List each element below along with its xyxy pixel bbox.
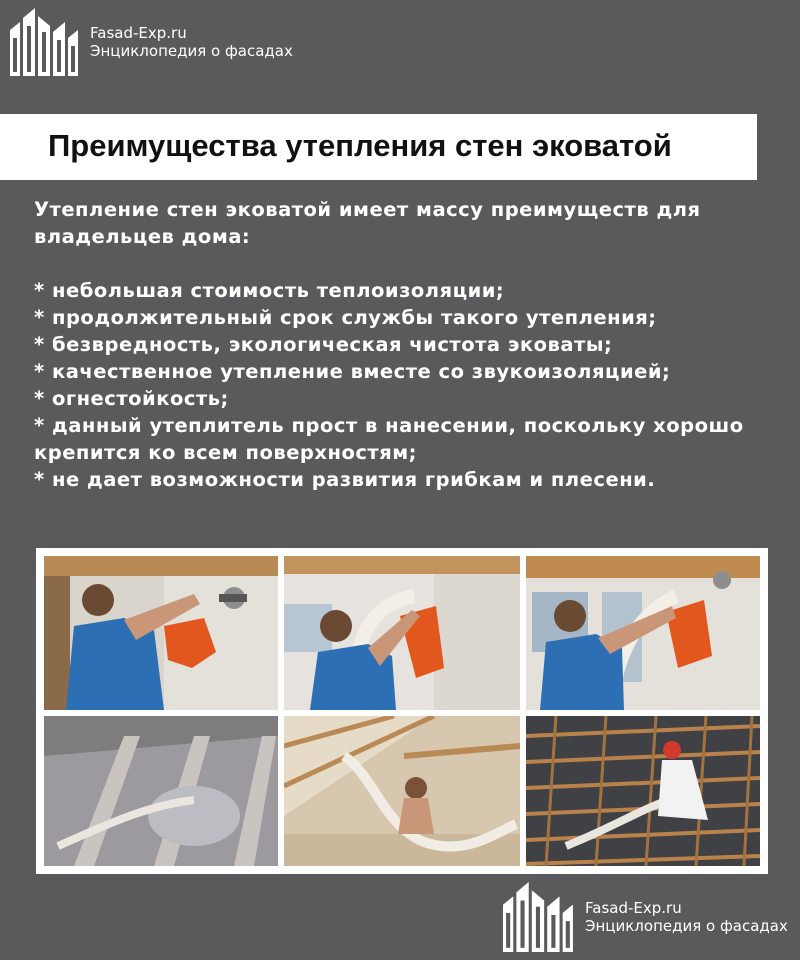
photo-collage [36, 548, 768, 874]
photo-worker-wall-3 [526, 556, 760, 710]
brand-tagline: Энциклопедия о фасадах [585, 917, 788, 935]
article-body [34, 196, 774, 493]
photo-roof-worker [526, 716, 760, 866]
list-item: * не дает возможности развития грибкам и плесени. [34, 466, 774, 493]
photo-worker-wall-2 [284, 556, 520, 710]
brand-tagline: Энциклопедия о фасадах [90, 42, 293, 60]
brand-logo-top[interactable] [10, 8, 293, 76]
benefits-list [34, 277, 774, 493]
brand-site-name: Fasad-Exp.ru [90, 24, 187, 42]
title-band [0, 114, 757, 180]
photo-icon [44, 716, 278, 866]
list-item: * безвредность, экологическая чистота эковаты; [34, 331, 774, 358]
list-item: * огнестойкость; [34, 385, 774, 412]
list-item: * качественное утепление вместе со звукоизоляцией; [34, 358, 774, 385]
brand-logo-bottom[interactable] [503, 882, 788, 952]
intro-text: Утепление стен эковатой имеет массу преимуществ для владельцев дома: [34, 198, 701, 248]
brand-site-name: Fasad-Exp.ru [585, 899, 682, 917]
photo-attic-cavity [44, 716, 278, 866]
photo-icon [284, 716, 520, 866]
photo-icon [526, 716, 760, 866]
list-item: * продолжительный срок службы такого утепления; [34, 304, 774, 331]
photo-worker-wall-1 [44, 556, 278, 710]
building-logo-icon [503, 882, 575, 952]
photo-icon [44, 556, 278, 710]
photo-icon [526, 556, 760, 710]
building-logo-icon [10, 8, 80, 76]
page-title: Преимущества утепления стен эковатой [48, 128, 672, 163]
list-item: * небольшая стоимость теплоизоляции; [34, 277, 774, 304]
photo-icon [284, 556, 520, 710]
list-item: * данный утеплитель прост в нанесении, поскольку хорошо крепится ко всем поверхностям; [34, 412, 774, 466]
photo-attic-hose-worker [284, 716, 520, 866]
